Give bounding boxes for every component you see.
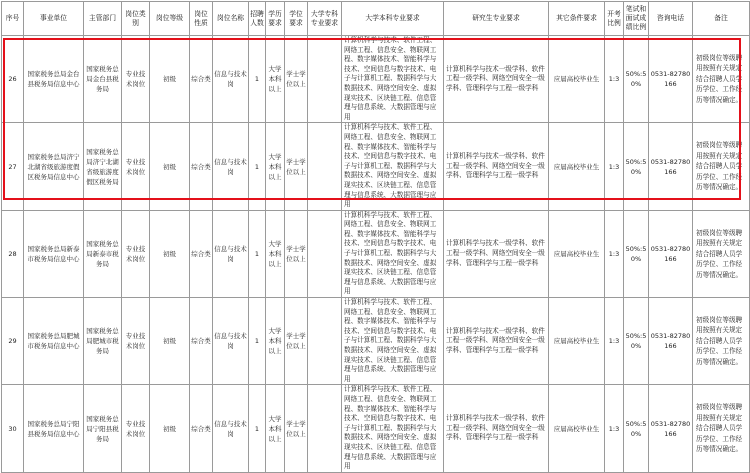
header-cell: 岗位性质: [190, 2, 213, 36]
header-cell: 开考比例: [605, 2, 624, 36]
cell-no: 29: [2, 298, 24, 385]
cell-grad: 计算机科学与技术一级学科、软件工程一级学科、网络空间安全一级学科、管理科学与工程一级学科: [444, 123, 549, 210]
header-cell: 大学专科专业要求: [308, 2, 342, 36]
cell-category: 专业技术岗位: [122, 123, 150, 210]
cell-level: 初级: [150, 210, 190, 297]
cell-category: 专业技术岗位: [122, 210, 150, 297]
cell-edu: 大学本科以上: [266, 36, 285, 123]
table-row: [2, 210, 750, 297]
cell-no: 30: [2, 385, 24, 472]
cell-note: 初级岗位等级聘用按照有关规定结合招聘人员学历学位、工作经历等情况确定。: [693, 123, 750, 210]
cell-unit: 国家税务总局新泰市税务局信息中心: [24, 210, 84, 297]
header-cell: 学历要求: [266, 2, 285, 36]
cell-phone: 0531-82780166: [649, 123, 693, 210]
cell-undergrad: 计算机科学与技术、软件工程、网络工程、信息安全、物联网工程、数字媒体技术、智能科学与技术、空间信息与数字技术、电子与计算机工程、数据科学与大数据技术、网络空间安全、虚拟现实技术、区块链工程、信息管理与信息系统、大数据管理与应用: [342, 298, 444, 385]
cell-dept: 国家税务总局肥城市税务局: [84, 298, 122, 385]
cell-undergrad: 计算机科学与技术、软件工程、网络工程、信息安全、物联网工程、数字媒体技术、智能科学与技术、空间信息与数字技术、电子与计算机工程、数据科学与大数据技术、网络空间安全、虚拟现实技术、区块链工程、信息管理与信息系统、大数据管理与应用: [342, 385, 444, 472]
cell-grad: 计算机科学与技术一级学科、软件工程一级学科、网络空间安全一级学科、管理科学与工程一级学科: [444, 36, 549, 123]
cell-score: 50%:50%: [624, 36, 649, 123]
table-row: [2, 123, 750, 210]
cell-name: 信息与技术岗: [213, 210, 249, 297]
cell-note: 初级岗位等级聘用按照有关规定结合招聘人员学历学位、工作经历等情况确定。: [693, 385, 750, 472]
cell-degree: 学士学位以上: [285, 298, 308, 385]
cell-edu: 大学本科以上: [266, 385, 285, 472]
cell-level: 初级: [150, 385, 190, 472]
cell-name: 信息与技术岗: [213, 385, 249, 472]
cell-score: 50%:50%: [624, 123, 649, 210]
cell-ratio: 1:3: [605, 123, 624, 210]
cell-no: 26: [2, 36, 24, 123]
cell-college: [308, 123, 342, 210]
cell-category: 专业技术岗位: [122, 36, 150, 123]
cell-note: 初级岗位等级聘用按照有关规定结合招聘人员学历学位、工作经历等情况确定。: [693, 298, 750, 385]
cell-unit: 国家税务总局肥城市税务局信息中心: [24, 298, 84, 385]
cell-edu: 大学本科以上: [266, 123, 285, 210]
cell-ratio: 1:3: [605, 385, 624, 472]
cell-count: 1: [249, 123, 266, 210]
cell-score: 50%:50%: [624, 298, 649, 385]
cell-no: 28: [2, 210, 24, 297]
cell-name: 信息与技术岗: [213, 123, 249, 210]
cell-count: 1: [249, 210, 266, 297]
table-row: [2, 36, 750, 123]
cell-edu: 大学本科以上: [266, 210, 285, 297]
cell-no: 27: [2, 123, 24, 210]
cell-edu: 大学本科以上: [266, 298, 285, 385]
cell-unit: 国家税务总局宁阳县税务局信息中心: [24, 385, 84, 472]
cell-grad: 计算机科学与技术一级学科、软件工程一级学科、网络空间安全一级学科、管理科学与工程一级学科: [444, 298, 549, 385]
header-cell: 笔试和面试成绩比例: [624, 2, 649, 36]
cell-undergrad: 计算机科学与技术、软件工程、网络工程、信息安全、物联网工程、数字媒体技术、智能科学与技术、空间信息与数字技术、电子与计算机工程、数据科学与大数据技术、网络空间安全、虚拟现实技术、区块链工程、信息管理与信息系统、大数据管理与应用: [342, 36, 444, 123]
cell-grad: 计算机科学与技术一级学科、软件工程一级学科、网络空间安全一级学科、管理科学与工程一级学科: [444, 210, 549, 297]
cell-phone: 0531-82780166: [649, 385, 693, 472]
cell-dept: 国家税务总局金台县税务局: [84, 36, 122, 123]
cell-undergrad: 计算机科学与技术、软件工程、网络工程、信息安全、物联网工程、数字媒体技术、智能科学与技术、空间信息与数字技术、电子与计算机工程、数据科学与大数据技术、网络空间安全、虚拟现实技术、区块链工程、信息管理与信息系统、大数据管理与应用: [342, 123, 444, 210]
header-cell: 序号: [2, 2, 24, 36]
header-cell: 岗位名称: [213, 2, 249, 36]
header-cell: 大学本科专业要求: [342, 2, 444, 36]
cell-category: 专业技术岗位: [122, 298, 150, 385]
cell-note: 初级岗位等级聘用按照有关规定结合招聘人员学历学位、工作经历等情况确定。: [693, 210, 750, 297]
cell-other: 应届高校毕业生: [549, 123, 605, 210]
cell-phone: 0531-82780166: [649, 36, 693, 123]
header-cell: 咨询电话: [649, 2, 693, 36]
header-cell: 学位要求: [285, 2, 308, 36]
cell-phone: 0531-82780166: [649, 298, 693, 385]
table-row: [2, 298, 750, 385]
cell-college: [308, 385, 342, 472]
header-cell: 备注: [693, 2, 750, 36]
cell-dept: 国家税务总局新泰市税务局: [84, 210, 122, 297]
cell-undergrad: 计算机科学与技术、软件工程、网络工程、信息安全、物联网工程、数字媒体技术、智能科学与技术、空间信息与数字技术、电子与计算机工程、数据科学与大数据技术、网络空间安全、虚拟现实技术、区块链工程、信息管理与信息系统、大数据管理与应用: [342, 210, 444, 297]
cell-dept: 国家税务总局宁阳县税务局: [84, 385, 122, 472]
cell-dept: 国家税务总局济宁北湖省级旅游度假区税务局: [84, 123, 122, 210]
cell-level: 初级: [150, 36, 190, 123]
cell-nature: 综合类: [190, 298, 213, 385]
cell-college: [308, 298, 342, 385]
cell-degree: 学士学位以上: [285, 36, 308, 123]
cell-note: 初级岗位等级聘用按照有关规定结合招聘人员学历学位、工作经历等情况确定。: [693, 36, 750, 123]
cell-category: 专业技术岗位: [122, 385, 150, 472]
cell-count: 1: [249, 36, 266, 123]
cell-ratio: 1:3: [605, 36, 624, 123]
cell-other: 应届高校毕业生: [549, 210, 605, 297]
cell-unit: 国家税务总局济宁北湖省级旅游度假区税务局信息中心: [24, 123, 84, 210]
cell-unit: 国家税务总局金台县税务局信息中心: [24, 36, 84, 123]
cell-name: 信息与技术岗: [213, 36, 249, 123]
cell-college: [308, 36, 342, 123]
header-cell: 岗位类别: [122, 2, 150, 36]
recruitment-table: [1, 1, 750, 473]
cell-level: 初级: [150, 298, 190, 385]
header-cell: 岗位等级: [150, 2, 190, 36]
header-cell: 主管部门: [84, 2, 122, 36]
cell-nature: 综合类: [190, 210, 213, 297]
cell-other: 应届高校毕业生: [549, 385, 605, 472]
cell-other: 应届高校毕业生: [549, 36, 605, 123]
cell-degree: 学士学位以上: [285, 210, 308, 297]
cell-phone: 0531-82780166: [649, 210, 693, 297]
cell-other: 应届高校毕业生: [549, 298, 605, 385]
cell-score: 50%:50%: [624, 210, 649, 297]
header-cell: 研究生专业要求: [444, 2, 549, 36]
cell-ratio: 1:3: [605, 298, 624, 385]
header-cell: 事业单位: [24, 2, 84, 36]
cell-nature: 综合类: [190, 123, 213, 210]
cell-college: [308, 210, 342, 297]
cell-grad: 计算机科学与技术一级学科、软件工程一级学科、网络空间安全一级学科、管理科学与工程一级学科: [444, 385, 549, 472]
cell-score: 50%:50%: [624, 385, 649, 472]
table-header-row: [2, 2, 750, 36]
header-cell: 其它条件要求: [549, 2, 605, 36]
cell-nature: 综合类: [190, 385, 213, 472]
cell-count: 1: [249, 298, 266, 385]
cell-ratio: 1:3: [605, 210, 624, 297]
cell-nature: 综合类: [190, 36, 213, 123]
cell-degree: 学士学位以上: [285, 385, 308, 472]
cell-count: 1: [249, 385, 266, 472]
cell-degree: 学士学位以上: [285, 123, 308, 210]
cell-name: 信息与技术岗: [213, 298, 249, 385]
header-cell: 招聘人数: [249, 2, 266, 36]
table-row: [2, 385, 750, 472]
cell-level: 初级: [150, 123, 190, 210]
